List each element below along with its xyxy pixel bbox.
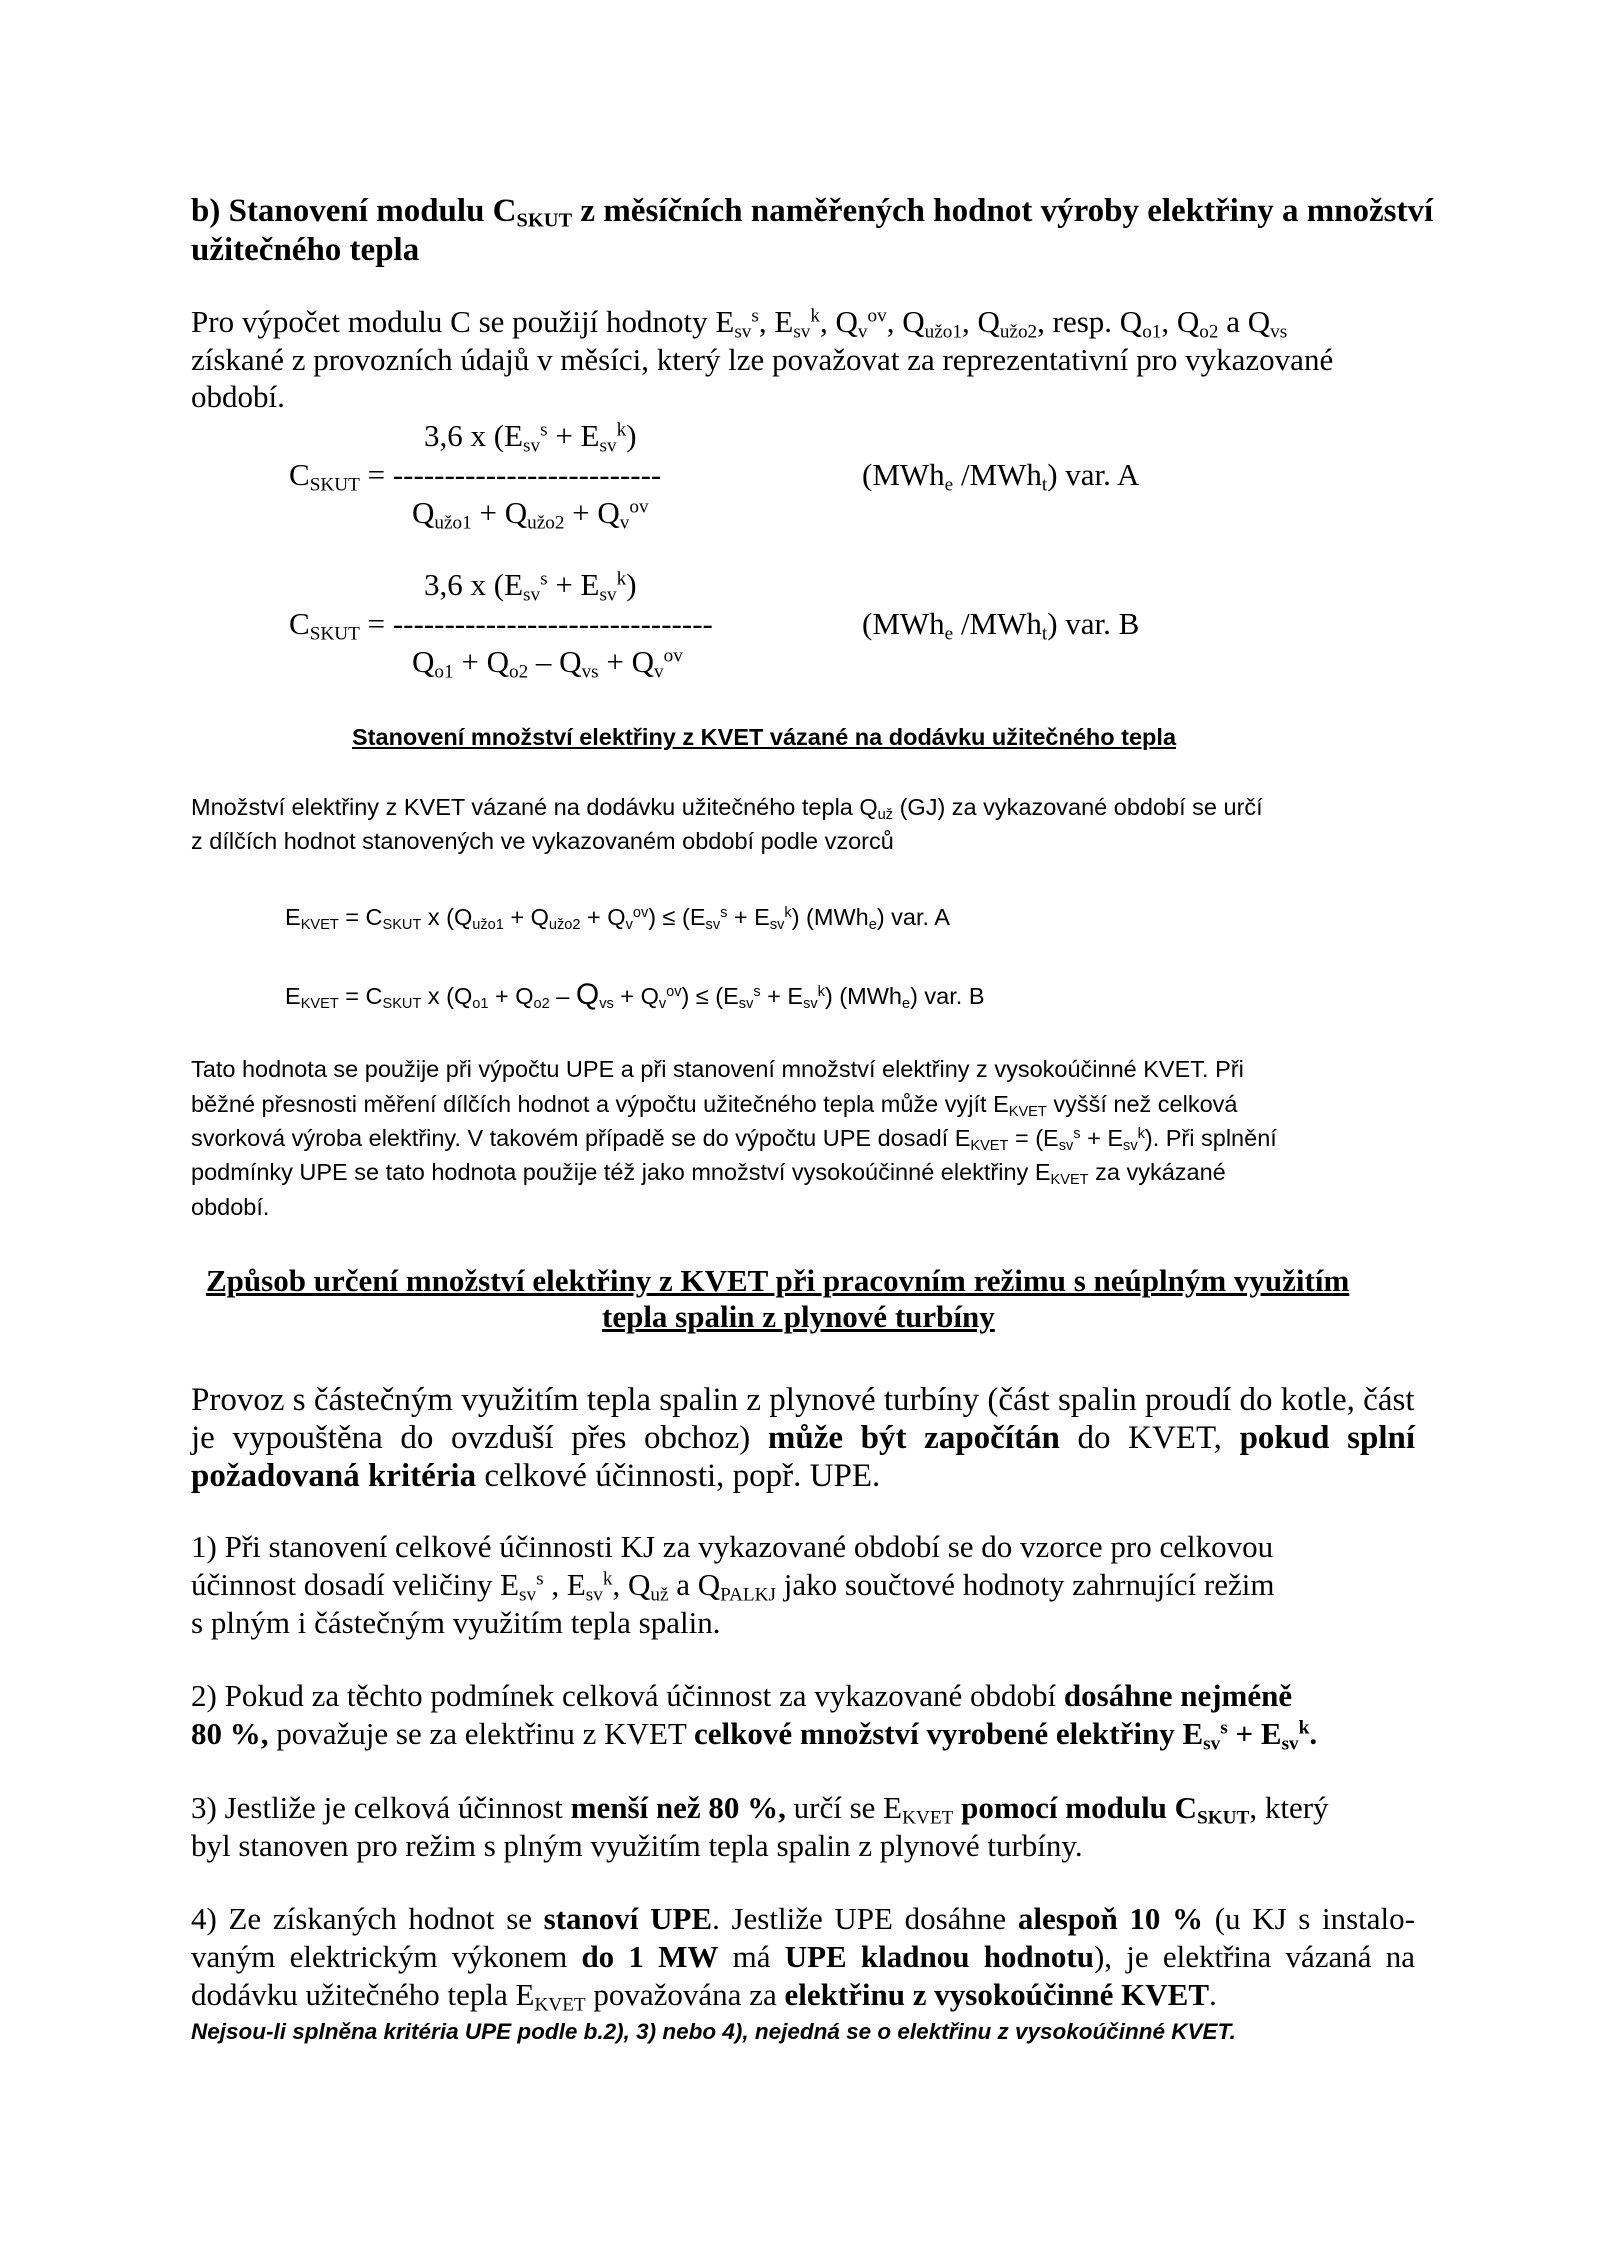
item4-line2: vaným elektrickým výkonem do 1 MW má UPE kladnou hodnotu), je elektřina vázaná na [191, 1939, 1416, 1974]
formula-b-denominator: $Q_{o1} + Q_{o2} - Q_{vs} + Q_v^{ov}$ [412, 644, 683, 683]
kvet-para2-line1: Tato hodnota se použije při výpočtu UPE a při stanovení množství elektřiny z vysokoúčinné KVET. Při [191, 1056, 1244, 1082]
item4-line3: dodávku užitečného tepla $E_{KVET}$ považována za elektřinu z vysokoúčinné KVET. [191, 1977, 1217, 2016]
intro-line-1: Pro výpočet modulu C se použijí hodnoty $E_{sv}^s$, $E_{sv}^k$, $Q_v^{ov}$, $Q_{užo1}$, $Q_{užo2}$, resp. $Q_{o1}$, $Q_{o2}$ a $Q_{vs}$ [191, 304, 1288, 343]
formula-a-line: $C_{SKUT}$ = -------------------------- [289, 457, 662, 496]
heading-text-2: užitečného tepla [191, 232, 420, 268]
item1-line1: 1) Při stanovení celkové účinnosti KJ za vykazované období se do vzorce pro celkovou [191, 1529, 1274, 1564]
kvet-para1-line2: z dílčích hodnot stanovených ve vykazovaném období podle vzorců [191, 828, 894, 854]
kvet-formula-a: $E_{KVET} = C_{SKUT}$ x $(Q_{užo1} + Q_{užo2} + Q_v^{ov}) \le (E_{sv}^s + E_{sv}^k)$ (MWh$_e$) var. A [285, 904, 950, 934]
formula-b-line: $C_{SKUT}$ = ------------------------------- [289, 606, 713, 645]
kvet-heading: Stanovení množství elektřiny z KVET vázané na dodávku užitečného tepla [352, 724, 1177, 750]
kvet-para2-line5: období. [191, 1194, 270, 1220]
heading-text-rest: z měsíčních naměřených hodnot výroby elektřiny a množství [572, 193, 1434, 229]
kvet-para1-line1: Množství elektřiny z KVET vázané na dodávku užitečného tepla $Q_{už}$ (GJ) za vykazované období se určí [191, 794, 1263, 824]
partial-heading-line2: tepla spalin z plynové turbíny [602, 1299, 995, 1334]
formula-b-unit: (MWh$_e$ /MWh$_t$) var. B [862, 606, 1140, 645]
item3-line1: 3) Jestliže je celková účinnost menší než 80 %, určí se $E_{KVET}$ pomocí modulu $C_{SKUT}$, který [191, 1790, 1329, 1829]
section-b-heading [191, 191, 1433, 231]
partial-heading-line1: Způsob určení množství elektřiny z KVET při pracovním režimu s neúplným využitím [206, 1263, 1350, 1298]
item3-line2: byl stanoven pro režim s plným využitím tepla spalin z plynové turbíny. [191, 1828, 1083, 1863]
item1-line2: účinnost dosadí veličiny $E_{sv}^s$ , $E_{sv}^k$, $Q_{už}$ a $Q_{PALKJ}$ jako součtové hodnoty zahrnující režim [191, 1567, 1275, 1606]
kvet-para2-line4: podmínky UPE se tato hodnota použije též jako množství vysokoúčinné elektřiny $E_{KVET}$ za vykázané [191, 1159, 1226, 1189]
intro-line-2: získané z provozních údajů v měsíci, který lze považovat za reprezentativní pro vykazované [191, 342, 1334, 377]
formula-b-numerator: 3,6 x $(E_{sv}^s + E_{sv}^k)$ [424, 567, 637, 606]
formula-a-unit: (MWh$_e$ /MWh$_t$) var. A [862, 457, 1140, 496]
section-b-heading-line2 [191, 230, 419, 270]
heading-sub: SKUT [516, 209, 573, 232]
kvet-formula-b: $E_{KVET} = C_{SKUT}$ x $(Q_{o1} + Q_{o2} - Q_{vs} + Q_v^{ov}) \le (E_{sv}^s + E_{sv}^k)$ (MWh$_e$) var. B [285, 978, 985, 1013]
partial-para1-line2: je vypouštěna do ovzduší přes obchoz) může být započítán do KVET, pokud splní [191, 1420, 1416, 1456]
partial-para1-line3: požadovaná kritéria celkové účinnosti, popř. UPE. [191, 1458, 881, 1494]
item2-line2: 80 %, považuje se za elektřinu z KVET celkové množství vyrobené elektřiny $E_{sv}^s + E_{sv}^k$. [191, 1716, 1318, 1755]
item4-line1: 4) Ze získaných hodnot se stanoví UPE. Jestliže UPE dosáhne alespoň 10 % (u KJ s instalo- [191, 1901, 1415, 1936]
partial-para1-line1: Provoz s částečným využitím tepla spalin z plynové turbíny (část spalin proudí do kotle, část [191, 1382, 1415, 1418]
formula-a-numerator: 3,6 x $(E_{sv}^s + E_{sv}^k)$ [424, 418, 637, 457]
kvet-para2-line3: svorková výroba elektřiny. V takovém případě se do výpočtu UPE dosadí $E_{KVET} = (E_{sv}^s + E_{sv}^k)$. Při splnění [191, 1125, 1277, 1155]
final-note: Nejsou-li splněna kritéria UPE podle b.2), 3) nebo 4), nejedná se o elektřinu z vysokoúčinné KVET. [191, 2019, 1236, 2044]
heading-text: b) Stanovení modulu C [191, 193, 517, 229]
item1-line3: s plným i částečným využitím tepla spalin. [191, 1605, 721, 1640]
formula-a-denominator: $Q_{užo1} + Q_{užo2} + Q_v^{ov}$ [412, 495, 649, 534]
intro-line-3: období. [191, 379, 285, 414]
kvet-para2-line2: běžné přesnosti měření dílčích hodnot a výpočtu užitečného tepla může vyjít $E_{KVET}$ vyšší než celková [191, 1091, 1238, 1121]
item2-line1: 2) Pokud za těchto podmínek celková účinnost za vykazované období dosáhne nejméně [191, 1678, 1293, 1713]
